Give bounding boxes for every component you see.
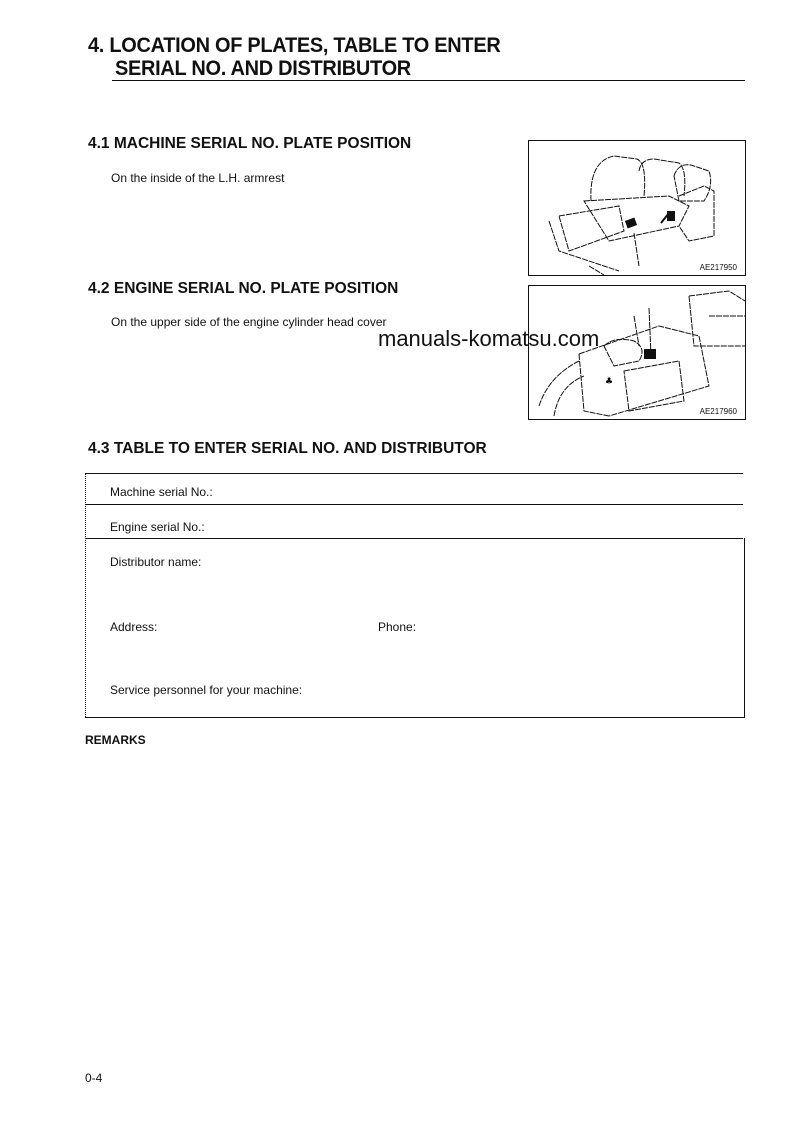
table-right-border — [744, 538, 745, 717]
figure-code: AE217960 — [699, 407, 737, 416]
section-text-4-1: On the inside of the L.H. armrest — [111, 171, 285, 185]
page-number: 0-4 — [85, 1071, 103, 1085]
table-left-border — [85, 473, 86, 717]
table-row-divider — [85, 504, 743, 505]
machine-serial-label: Machine serial No.: — [110, 485, 213, 499]
address-label: Address: — [110, 620, 158, 634]
distributor-name-label: Distributor name: — [110, 555, 202, 569]
engine-serial-label: Engine serial No.: — [110, 520, 205, 534]
section-heading-4-1: 4.1 MACHINE SERIAL NO. PLATE POSITION — [88, 135, 412, 152]
page-title-line1: 4. LOCATION OF PLATES, TABLE TO ENTER — [88, 34, 501, 57]
section-heading-4-3: 4.3 TABLE TO ENTER SERIAL NO. AND DISTRIBUTOR — [88, 440, 487, 457]
figure-armrest-plate — [528, 140, 746, 276]
remarks-heading: REMARKS — [85, 733, 146, 747]
section-text-4-2: On the upper side of the engine cylinder head cover — [111, 315, 387, 329]
service-personnel-label: Service personnel for your machine: — [110, 683, 303, 697]
figure-code: AE217950 — [699, 263, 737, 272]
armrest-illustration — [529, 141, 745, 275]
section-heading-4-2: 4.2 ENGINE SERIAL NO. PLATE POSITION — [88, 280, 399, 297]
svg-text:♣: ♣ — [605, 377, 614, 387]
table-bottom-border — [85, 717, 745, 718]
title-underline — [112, 80, 745, 81]
page-title-line2: SERIAL NO. AND DISTRIBUTOR — [115, 57, 411, 80]
figure-engine-plate — [528, 285, 746, 420]
watermark: manuals-komatsu.com — [378, 326, 600, 351]
table-row-divider — [85, 538, 743, 539]
phone-label: Phone: — [378, 620, 417, 634]
table-top-border — [85, 473, 743, 474]
engine-illustration — [529, 286, 745, 419]
